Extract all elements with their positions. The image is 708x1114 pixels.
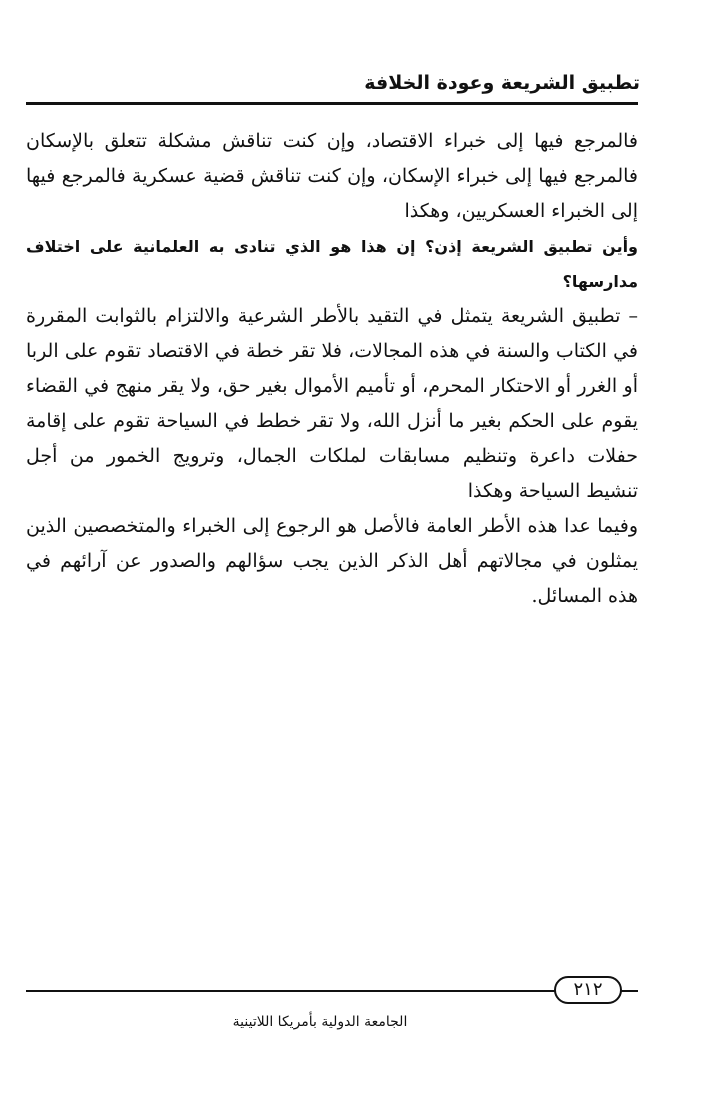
page-body [26,124,638,614]
body-paragraph-2: – تطبيق الشريعة يتمثل في التقيد بالأطر الشرعية والالتزام بالثوابت المقررة في الكتاب والسنة في هذه المجالات، فلا تقر خطة في الاقتصاد تقوم على الربا أو الغرر أو الاحتكار المحرم، أو تأميم الأموال بغير حق، ولا يقر منهج في القضاء يقوم على الحكم بغير ما أنزل الله، ولا تقر خطط في السياحة تقوم على إقامة حفلات داعرة وتنظيم مسابقات لملكات الجمال، وترويج الخمور من أجل تنشيط السياحة وهكذا [26,305,638,502]
header-divider [26,102,638,105]
page-number: ٢١٢ [554,976,622,1004]
body-paragraph-1: فالمرجع فيها إلى خبراء الاقتصاد، وإن كنت تناقش مشكلة تتعلق بالإسكان فالمرجع فيها إلى خبراء الإسكان، وإن كنت تناقش قضية عسكرية فالمرجع فيها إلى الخبراء العسكريين، وهكذا [26,130,638,222]
footer-divider-left [26,990,556,992]
body-paragraph-3: وفيما عدا هذه الأطر العامة فالأصل هو الرجوع إلى الخبراء والمتخصصين الذين يمثلون في مجالاتهم أهل الذكر الذين يجب سؤالهم والصدور عن آرائهم في هذه المسائل. [26,515,639,607]
footer-institution-name: الجامعة الدولية بأمريكا اللاتينية [232,1014,408,1030]
running-header-title: تطبيق الشريعة وعودة الخلافة [364,72,640,94]
section-question: وأين تطبيق الشريعة إذن؟ إن هذا هو الذي تنادى به العلمانية على اختلاف مدارسها؟ [26,237,638,291]
footer-divider-right [620,990,638,992]
